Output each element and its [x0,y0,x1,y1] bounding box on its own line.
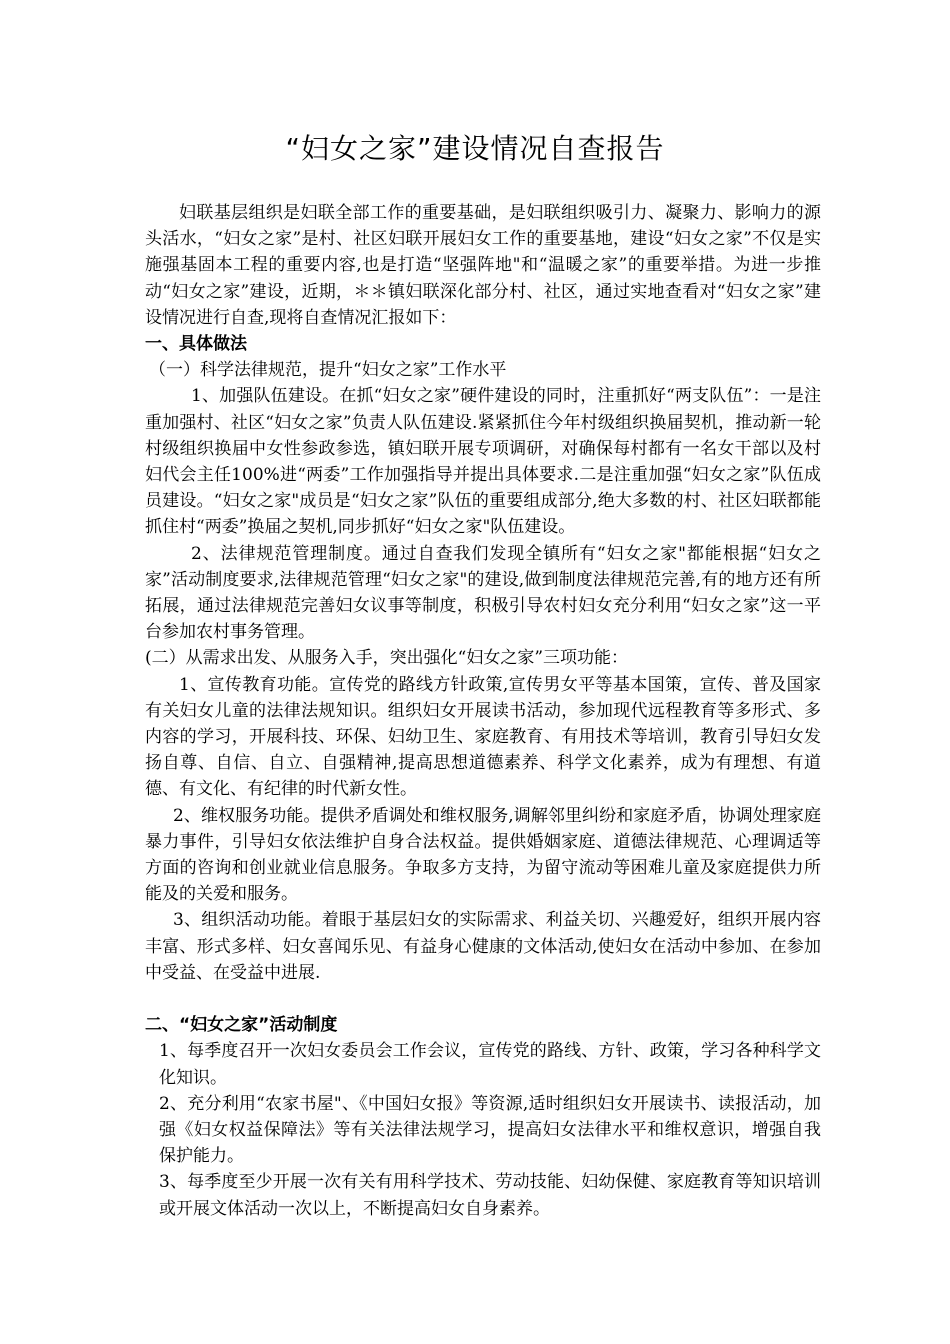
document-body [145,200,821,1222]
section-heading-activity-rules: 二、“妇女之家”活动制度 [145,1015,338,1036]
section-heading-practices: 一、具体做法 [145,334,247,355]
paragraph-education-function: 1、宣传教育功能。宣传党的路线方针政策,宣传男女平等基本国策，宣传、普及国家有关妇女儿童的法律法规知识。组织妇女开展读书活动，参加现代远程教育等多形式、多内容的学习，开展科技、环保、妇幼卫生、家庭教育、有用技术等培训，教育引导妇女发扬自尊、自信、自立、自强精神,提高思想道德素养、科学文化素养，成为有理想、有道德、有文化、有纪律的时代新女性。 [145,674,821,800]
blank-line [145,986,821,1012]
intro-paragraph: 妇联基层组织是妇联全部工作的重要基础，是妇联组织吸引力、凝聚力、影响力的源头活水，“妇女之家”是村、社区妇联开展妇女工作的重要基地，建设“妇女之家”不仅是实施强基固本工程的重要内容,也是打造“坚强阵地"和“温暖之家”的重要举措。为进一步推动“妇女之家”建设，近期，＊＊镇妇联深化部分村、社区，通过实地查看对“妇女之家”建设情况进行自查,现将自查情况汇报如下： [145,203,821,328]
paragraph-activity-function: 3、组织活动功能。着眼于基层妇女的实际需求、利益关切、兴趣爱好，组织开展内容丰富、形式多样、妇女喜闻乐见、有益身心健康的文体活动,使妇女在活动中参加、在参加中受益、在受益中进展. [145,910,821,983]
rule-item: 3、每季度至少开展一次有关有用科学技术、劳动技能、妇幼保健、家庭教育等知识培训或开展文体活动一次以上，不断提高妇女自身素养。 [159,1172,821,1219]
document-title: “妇女之家”建设情况自查报告 [285,132,665,165]
subsection-heading-standards: （一）科学法律规范，提升“妇女之家”工作水平 [149,360,507,381]
rule-item: 2、充分利用“农家书屋"、《中国妇女报》等资源,适时组织妇女开展读书、读报活动，加强《妇女权益保障法》等有关法律法规学习，提高妇女法律水平和维权意识，增强自我保护能力。 [159,1093,821,1167]
paragraph-management-system: 2、法律规范管理制度。通过自查我们发现全镇所有“妇女之家"都能根据“妇女之家”活动制度要求,法律规范管理“妇女之家"的建设,做到制度法律规范完善,有的地方还有所拓展，通过法律规范完善妇女议事等制度，积极引导农村妇女充分利用“妇女之家”这一平台参加农村事务管理。 [145,543,821,643]
rule-item: 1、每季度召开一次妇女委员会工作会议，宣传党的路线、方针、政策，学习各种科学文化知识。 [159,1041,821,1088]
paragraph-team-building: 1、加强队伍建设。在抓“妇女之家”硬件建设的同时，注重抓好“两支队伍”：一是注重加强村、社区“妇女之家”负责人队伍建设.紧紧抓住今年村级组织换届契机，推动新一轮村级组织换届中女性参政参选，镇妇联开展专项调研，对确保每村都有一名女干部以及村妇代会主任100%进“两委”工作加强指导并提出具体要求.二是注重加强“妇女之家”队伍成员建设。“妇女之家"成员是“妇女之家”队伍的重要组成部分,绝大多数的村、社区妇联都能抓住村“两委”换届之契机,同步抓好“妇女之家"队伍建设。 [145,386,821,538]
paragraph-rights-function: 2、维权服务功能。提供矛盾调处和维权服务,调解邻里纠纷和家庭矛盾，协调处理家庭暴力事件，引导妇女依法维护自身合法权益。提供婚姻家庭、道德法律规范、心理调适等方面的咨询和创业就业信息服务。争取多方支持，为留守流动等困难儿童及家庭提供力所能及的关爱和服务。 [145,805,821,905]
subsection-heading-functions: (二）从需求出发、从服务入手，突出强化“妇女之家”三项功能： [145,648,629,669]
